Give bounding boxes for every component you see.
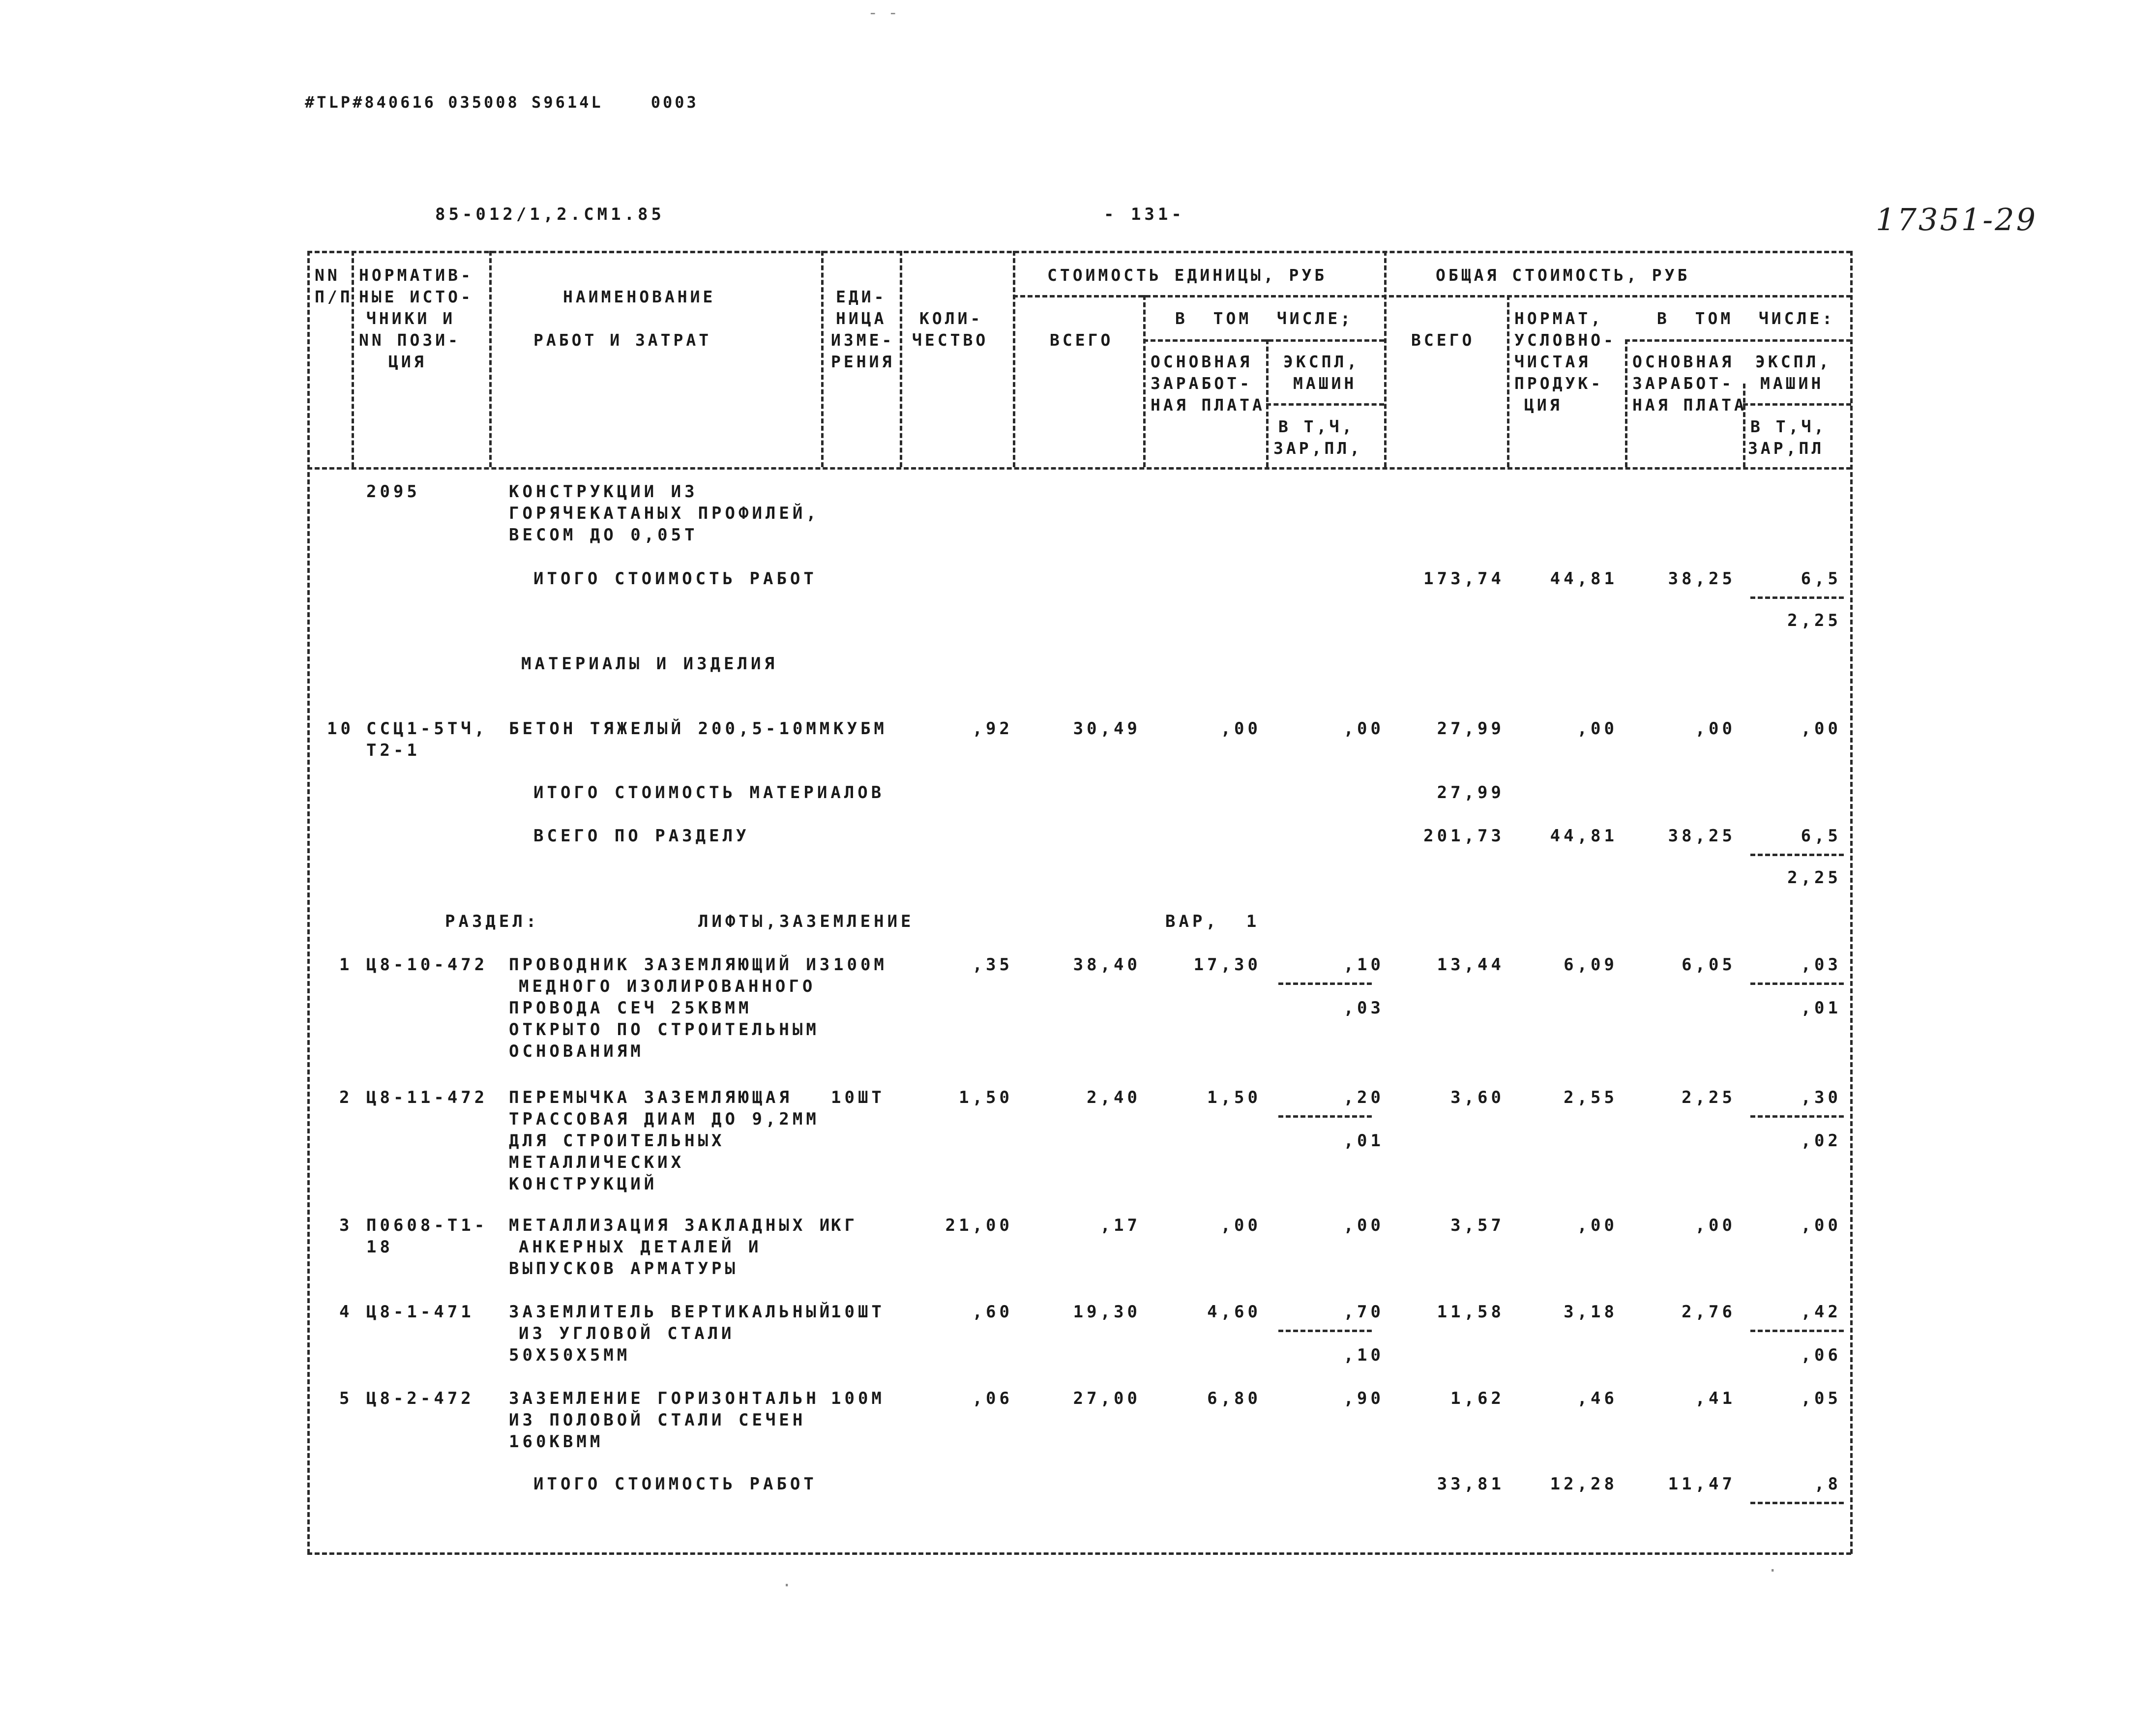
row-total: 27,99	[1437, 719, 1505, 739]
header-text: В Т,Ч,	[1750, 417, 1827, 436]
header-divider	[900, 251, 902, 467]
header-unit-cost-group: СТОИМОСТЬ ЕДИНИЦЫ, РУБ	[1047, 266, 1328, 285]
materials-title: МАТЕРИАЛЫ И ИЗДЕЛИЯ	[521, 654, 778, 674]
row-total: 11,58	[1437, 1302, 1505, 1322]
row-qty: ,06	[972, 1389, 1013, 1408]
header-divider	[489, 251, 492, 467]
header-total-incl: В ТОМ ЧИСЛЕ:	[1657, 309, 1835, 328]
header-text: П/П	[315, 287, 353, 306]
row-unit-machines: ,00	[1343, 1216, 1384, 1235]
base-wage: 38,25	[1668, 569, 1736, 589]
row-code: П0608-Т1-	[366, 1216, 488, 1235]
row-unit: КУБМ	[833, 719, 887, 739]
row-machines: ,03	[1801, 955, 1841, 975]
row-normat: 6,09	[1564, 955, 1618, 975]
header-text: ЗАРАБОТ-	[1632, 374, 1734, 393]
row-total: 3,60	[1450, 1088, 1505, 1107]
row-name: ЗАЗЕМЛИТЕЛЬ ВЕРТИКАЛЬНЫЙ	[509, 1302, 833, 1322]
row-machines: ,42	[1801, 1302, 1841, 1322]
row-name: ОСНОВАНИЯМ	[509, 1041, 644, 1061]
row-total: 3,57	[1450, 1216, 1505, 1235]
row-name: 160КВММ	[509, 1432, 604, 1452]
row-name: ТРАССОВАЯ ДИАМ ДО 9,2ММ	[509, 1109, 820, 1129]
header-text: РАБОТ И ЗАТРАТ	[533, 330, 712, 350]
row-qty: 1,50	[959, 1088, 1013, 1107]
header-divider	[1143, 295, 1146, 467]
row-machines-wage: ,02	[1801, 1131, 1841, 1151]
header-text: ЦИЯ	[388, 352, 427, 371]
header-text: ИЗМЕ-	[831, 330, 895, 350]
subtotal-label: ИТОГО СТОИМОСТЬ МАТЕРИАЛОВ	[533, 783, 885, 803]
header-text: РЕНИЯ	[831, 352, 895, 371]
subtotal-label: ИТОГО СТОИМОСТЬ РАБОТ	[533, 1474, 817, 1494]
work-name-line: КОНСТРУКЦИИ ИЗ	[509, 482, 698, 502]
header-sub-rule	[1625, 339, 1851, 342]
row-unit-total: 19,30	[1073, 1302, 1141, 1322]
header-text: ЗАРАБОТ-	[1151, 374, 1252, 393]
header-text: ЗАР,ПЛ,	[1273, 439, 1363, 458]
value-divider	[1750, 596, 1844, 599]
header-text: ЭКСПЛ,	[1283, 352, 1360, 371]
value-divider	[1278, 982, 1372, 985]
page-number: - 131-	[1104, 205, 1185, 224]
header-divider	[1507, 295, 1509, 467]
header-text: ЧЕСТВО	[912, 330, 989, 350]
header-unit-incl: В ТОМ ЧИСЛЕ;	[1175, 309, 1354, 328]
row-normat: ,46	[1577, 1389, 1618, 1408]
row-machines: ,30	[1801, 1088, 1841, 1107]
header-sub-rule	[1266, 403, 1384, 406]
section-label: РАЗДЕЛ:	[445, 912, 540, 931]
row-unit-machines: ,90	[1343, 1389, 1384, 1408]
row-name: ИЗ УГЛОВОЙ СТАЛИ	[519, 1324, 735, 1343]
machines-cost: 6,5	[1801, 826, 1841, 846]
row-number: 5	[339, 1389, 353, 1408]
base-wage: 11,47	[1668, 1474, 1736, 1494]
row-unit: 100М	[831, 1389, 885, 1408]
work-name-line: ВЕСОМ ДО 0,05Т	[509, 525, 698, 545]
header-text: УСЛОВНО-	[1514, 330, 1616, 350]
normat-cost: 12,28	[1550, 1474, 1618, 1494]
value-divider	[1750, 982, 1844, 985]
row-unit-total: 30,49	[1073, 719, 1141, 739]
bottom-smudge: .	[782, 1571, 792, 1591]
header-text: ПРОДУК-	[1514, 374, 1604, 393]
row-name: 50Х50Х5ММ	[509, 1345, 631, 1365]
header-text: NN	[315, 266, 340, 285]
row-name: КОНСТРУКЦИЙ	[509, 1174, 658, 1194]
normat-cost: 44,81	[1550, 569, 1618, 589]
row-base-wage: 6,05	[1682, 955, 1736, 975]
header-text: ЧНИКИ И	[366, 309, 456, 328]
position-code: 2095	[366, 482, 420, 502]
row-name: ПРОВОДА СЕЧ 25КВММ	[509, 998, 752, 1018]
row-unit-machines: ,00	[1343, 719, 1384, 739]
header-divider	[821, 251, 824, 467]
row-unit-machines-wage: ,10	[1343, 1345, 1384, 1365]
row-unit-total: 2,40	[1087, 1088, 1141, 1107]
header-divider	[1384, 251, 1387, 467]
row-total: 13,44	[1437, 955, 1505, 975]
header-text: ЗАР,ПЛ	[1748, 439, 1825, 458]
row-name: АНКЕРНЫХ ДЕТАЛЕЙ И	[519, 1237, 762, 1257]
value-divider	[1278, 1330, 1372, 1332]
row-machines: ,00	[1801, 1216, 1841, 1235]
table-right-rule	[1850, 251, 1853, 1554]
machines-cost: ,8	[1814, 1474, 1841, 1494]
header-divider	[352, 251, 354, 467]
row-base-wage: ,41	[1695, 1389, 1736, 1408]
row-qty: ,60	[972, 1302, 1013, 1322]
row-code: Ц8-11-472	[366, 1088, 488, 1107]
value-divider	[1750, 1502, 1844, 1504]
total-cost: 201,73	[1423, 826, 1505, 846]
row-number: 1	[339, 955, 353, 975]
row-unit-base-wage: ,00	[1220, 719, 1261, 739]
header-text: НЫЕ ИСТО-	[359, 287, 473, 306]
header-text: NN ПОЗИ-	[359, 330, 461, 350]
row-number: 3	[339, 1216, 353, 1235]
row-name: ИЗ ПОЛОВОЙ СТАЛИ СЕЧЕН	[509, 1410, 806, 1430]
row-name: МЕТАЛЛИЗАЦИЯ ЗАКЛАДНЫХ И	[509, 1216, 833, 1235]
row-name: ПРОВОДНИК ЗАЗЕМЛЯЮЩИЙ ИЗ	[509, 955, 833, 975]
machines-wage: 2,25	[1787, 868, 1841, 888]
handwritten-note: 17351-29	[1876, 202, 2038, 238]
row-unit-base-wage: 4,60	[1207, 1302, 1261, 1322]
header-text: ЧИСТАЯ	[1514, 352, 1591, 371]
document-code: 85-012/1,2.СМ1.85	[435, 205, 665, 224]
header-text: МАШИН	[1760, 374, 1824, 393]
value-divider	[1750, 1115, 1844, 1118]
machines-wage: 2,25	[1787, 611, 1841, 630]
row-number: 2	[339, 1088, 353, 1107]
row-normat: ,00	[1577, 719, 1618, 739]
row-normat: 2,55	[1564, 1088, 1618, 1107]
row-unit-total: ,17	[1100, 1216, 1141, 1235]
header-unit-total: ВСЕГО	[1050, 330, 1114, 350]
header-sub-rule	[1143, 339, 1384, 342]
row-unit: 100М	[833, 955, 887, 975]
row-name: МЕТАЛЛИЧЕСКИХ	[509, 1153, 685, 1172]
top-smudge: - -	[868, 3, 898, 23]
base-wage: 38,25	[1668, 826, 1736, 846]
row-qty: ,92	[972, 719, 1013, 739]
row-name: ПЕРЕМЫЧКА ЗАЗЕМЛЯЮЩАЯ	[509, 1088, 793, 1107]
row-unit: 10ШТ	[831, 1302, 885, 1322]
row-unit-machines: ,70	[1343, 1302, 1384, 1322]
row-base-wage: 2,25	[1682, 1088, 1736, 1107]
total-cost: 33,81	[1437, 1474, 1505, 1494]
row-name: ДЛЯ СТРОИТЕЛЬНЫХ	[509, 1131, 725, 1151]
row-name: ЗАЗЕМЛЕНИЕ ГОРИЗОНТАЛЬН	[509, 1389, 820, 1408]
header-text: МАШИН	[1293, 374, 1357, 393]
row-unit-machines: ,10	[1343, 955, 1384, 975]
bottom-smudge: .	[1768, 1556, 1778, 1576]
row-qty: 21,00	[945, 1216, 1013, 1235]
header-text: ЕДИ-	[836, 287, 887, 306]
row-name: ОТКРЫТО ПО СТРОИТЕЛЬНЫМ	[509, 1020, 820, 1040]
row-machines-wage: ,01	[1801, 998, 1841, 1018]
row-unit-machines-wage: ,03	[1343, 998, 1384, 1018]
row-machines-wage: ,06	[1801, 1345, 1841, 1365]
row-base-wage: ,00	[1695, 719, 1736, 739]
row-base-wage: 2,76	[1682, 1302, 1736, 1322]
row-machines: ,05	[1801, 1389, 1841, 1408]
row-name: БЕТОН ТЯЖЕЛЫЙ 200,5-10ММ	[509, 719, 833, 739]
section-total-label: ВСЕГО ПО РАЗДЕЛУ	[533, 826, 750, 846]
row-code: Ц8-2-472	[366, 1389, 474, 1408]
header-sub-rule	[1013, 295, 1851, 297]
row-unit: 10ШТ	[831, 1088, 885, 1107]
row-normat: ,00	[1577, 1216, 1618, 1235]
section-name: ЛИФТЫ,ЗАЗЕМЛЕНИЕ	[698, 912, 915, 931]
row-qty: ,35	[972, 955, 1013, 975]
header-text: ОСНОВНАЯ	[1632, 352, 1734, 371]
row-total: 1,62	[1450, 1389, 1505, 1408]
row-code: ССЦ1-5ТЧ,	[366, 719, 488, 739]
header-text: НАЯ ПЛАТА	[1151, 395, 1265, 415]
value-divider	[1750, 854, 1844, 856]
row-unit-base-wage: ,00	[1220, 1216, 1261, 1235]
table-top-rule	[307, 251, 1851, 253]
header-bottom-rule	[307, 467, 1851, 470]
header-text: НОРМАТ,	[1514, 309, 1604, 328]
table-bottom-rule	[307, 1552, 1851, 1555]
row-code: 18	[366, 1237, 393, 1257]
header-text: КОЛИ-	[919, 309, 983, 328]
machines-cost: 6,5	[1801, 569, 1841, 589]
header-text: НИЦА	[836, 309, 887, 328]
row-machines: ,00	[1801, 719, 1841, 739]
row-name: ВЫПУСКОВ АРМАТУРЫ	[509, 1259, 738, 1279]
row-name: МЕДНОГО ИЗОЛИРОВАННОГО	[519, 977, 816, 996]
value-divider	[1278, 1115, 1372, 1118]
work-name-line: ГОРЯЧЕКАТАНЫХ ПРОФИЛЕЙ,	[509, 504, 820, 523]
row-unit-total: 38,40	[1073, 955, 1141, 975]
total-cost: 173,74	[1423, 569, 1505, 589]
header-text: НОРМАТИВ-	[359, 266, 473, 285]
header-sub-rule	[1743, 403, 1851, 406]
row-unit-total: 27,00	[1073, 1389, 1141, 1408]
header-text: НАЯ ПЛАТА	[1632, 395, 1747, 415]
row-number: 10	[327, 719, 354, 739]
row-normat: 3,18	[1564, 1302, 1618, 1322]
value-divider	[1750, 1330, 1844, 1332]
header-text: ЦИЯ	[1524, 395, 1563, 415]
row-unit-base-wage: 17,30	[1193, 955, 1261, 975]
variant-label: ВАР, 1	[1165, 912, 1260, 931]
row-unit-machines-wage: ,01	[1343, 1131, 1384, 1151]
subtotal-label: ИТОГО СТОИМОСТЬ РАБОТ	[533, 569, 817, 589]
header-total-cost-group: ОБЩАЯ СТОИМОСТЬ, РУБ	[1436, 266, 1690, 285]
row-unit: КГ	[831, 1216, 858, 1235]
header-divider	[1625, 339, 1627, 467]
total-cost: 27,99	[1437, 783, 1505, 803]
row-number: 4	[339, 1302, 353, 1322]
row-unit-machines: ,20	[1343, 1088, 1384, 1107]
header-divider	[1013, 251, 1015, 467]
header-text: НАИМЕНОВАНИЕ	[563, 287, 716, 306]
header-text: ЭКСПЛ,	[1755, 352, 1832, 371]
header-total-total: ВСЕГО	[1411, 330, 1475, 350]
normat-cost: 44,81	[1550, 826, 1618, 846]
row-code: Т2-1	[366, 741, 420, 760]
row-unit-base-wage: 6,80	[1207, 1389, 1261, 1408]
row-base-wage: ,00	[1695, 1216, 1736, 1235]
header-text: В Т,Ч,	[1278, 417, 1355, 436]
row-code: Ц8-1-471	[366, 1302, 474, 1322]
row-unit-base-wage: 1,50	[1207, 1088, 1261, 1107]
header-text: ОСНОВНАЯ	[1151, 352, 1252, 371]
tape-id: #TLP#840616 035008 S9614L 0003	[305, 93, 699, 112]
row-code: Ц8-10-472	[366, 955, 488, 975]
table-left-rule	[307, 251, 310, 1554]
